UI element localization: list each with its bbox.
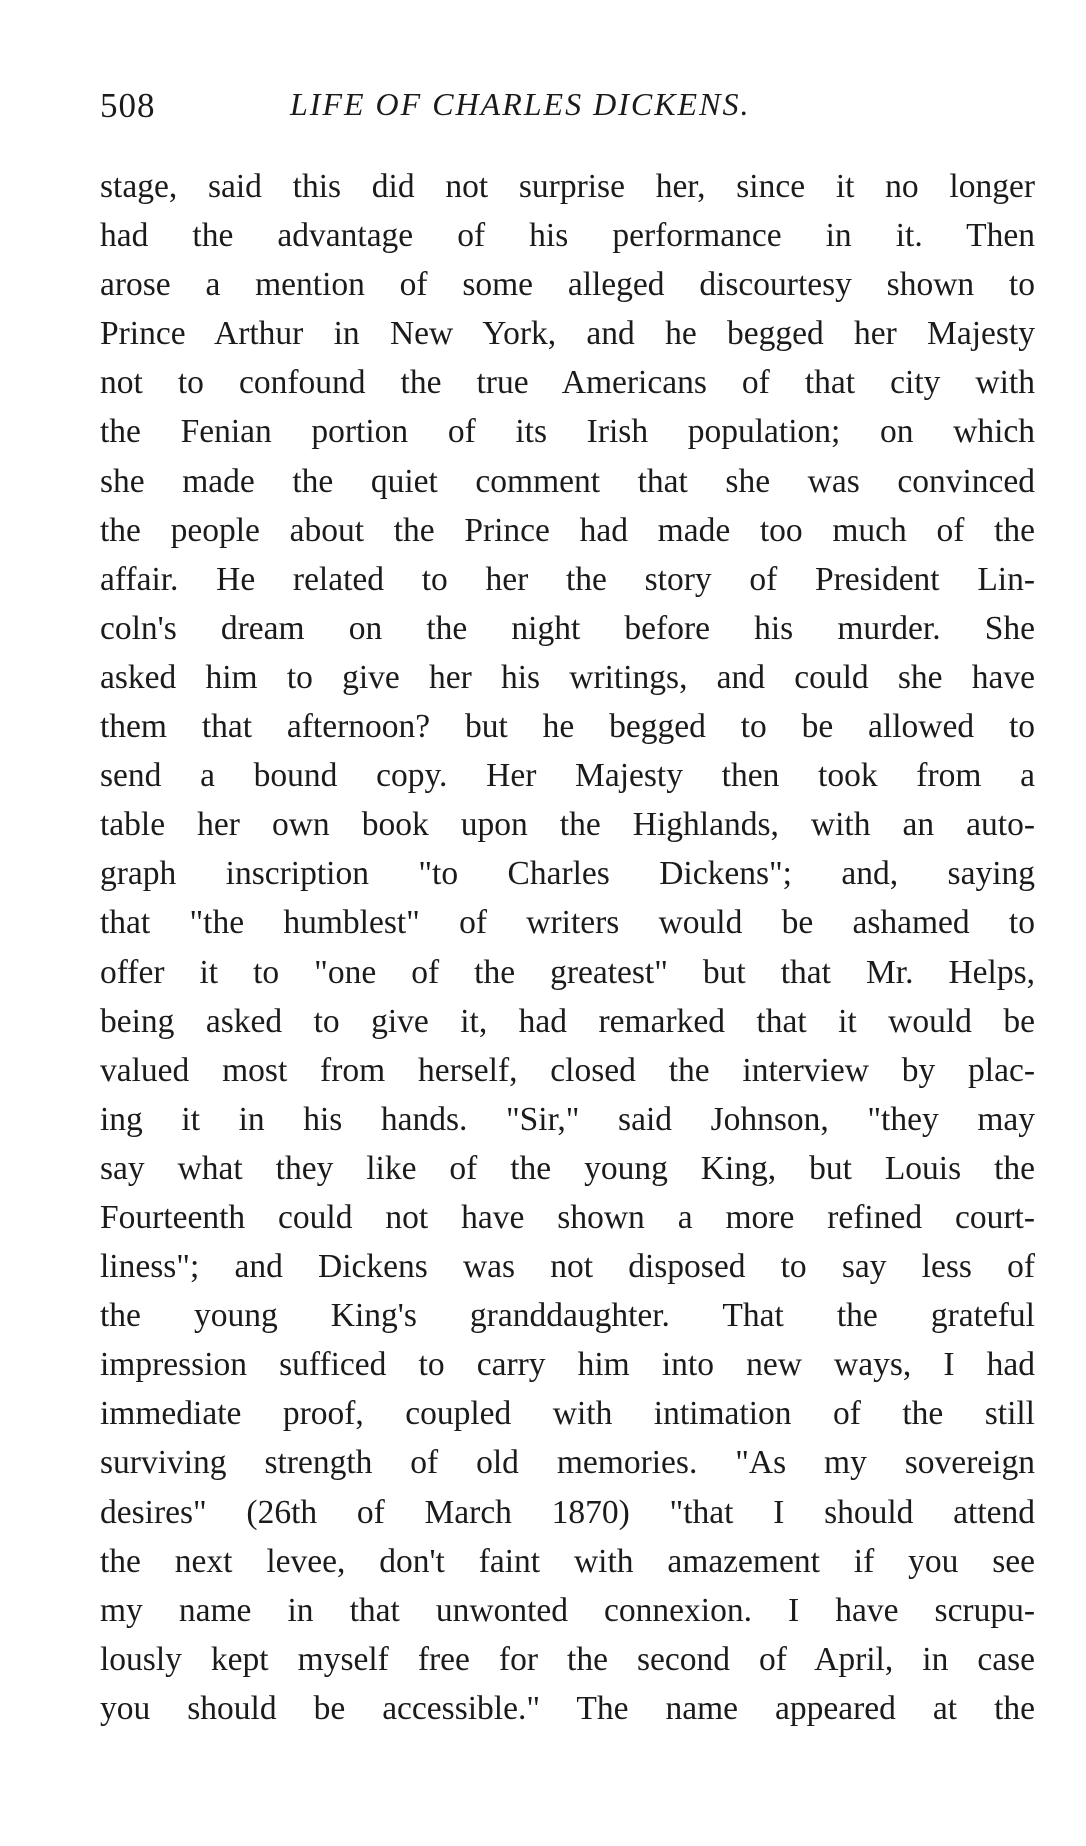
text-line: valued most from herself, closed the interview by plac- (100, 1051, 1035, 1089)
text-line: send a bound copy. Her Majesty then took from a (100, 757, 1035, 795)
text-line: affair. He related to her the story of President Lin- (100, 560, 1035, 598)
text-line: the people about the Prince had made too much of the (100, 511, 1035, 549)
text-line: impression sufficed to carry him into new ways, I had (100, 1346, 1035, 1384)
text-line: Prince Arthur in New York, and he begged her Majesty (100, 315, 1035, 353)
text-line: arose a mention of some alleged discourtesy shown to (100, 266, 1035, 304)
text-line: graph inscription "to Charles Dickens"; and, saying (100, 855, 1035, 893)
text-line: liness"; and Dickens was not disposed to say less of (100, 1248, 1035, 1286)
text-line: being asked to give it, had remarked that it would be (100, 1002, 1035, 1040)
text-line: table her own book upon the Highlands, with an auto- (100, 806, 1035, 844)
text-line: desires" (26th of March 1870) "that I should attend (100, 1493, 1035, 1531)
text-line: the young King's granddaughter. That the grateful (100, 1297, 1035, 1335)
text-line: coln's dream on the night before his murder. She (100, 609, 1035, 647)
text-line: stage, said this did not surprise her, since it no longer (100, 168, 1035, 205)
text-line: had the advantage of his performance in it. Then (100, 217, 1035, 255)
text-line: asked him to give her his writings, and could she have (100, 658, 1035, 696)
text-line: my name in that unwonted connexion. I have scrupu- (100, 1591, 1035, 1629)
text-line: not to confound the true Americans of that city with (100, 364, 1035, 402)
page-number: 508 (100, 86, 156, 125)
text-line: offer it to "one of the greatest" but that Mr. Helps, (100, 953, 1035, 991)
text-line: immediate proof, coupled with intimation of the still (100, 1395, 1035, 1433)
text-line: them that afternoon? but he begged to be allowed to (100, 708, 1035, 746)
text-line: that "the humblest" of writers would be ashamed to (100, 904, 1035, 942)
body-text (100, 162, 1035, 1733)
text-line: say what they like of the young King, but Louis the (100, 1149, 1035, 1187)
running-head (100, 86, 1035, 136)
text-line: Fourteenth could not have shown a more refined court- (100, 1198, 1035, 1236)
text-line: the next levee, don't faint with amazement if you see (100, 1542, 1035, 1580)
text-line: ing it in his hands. "Sir," said Johnson, "they may (100, 1100, 1035, 1138)
text-line: surviving strength of old memories. "As my sovereign (100, 1444, 1035, 1482)
text-line: lously kept myself free for the second of April, in case (100, 1640, 1035, 1678)
text-line: she made the quiet comment that she was convinced (100, 462, 1035, 500)
text-line: you should be accessible." The name appeared at the (100, 1689, 1035, 1727)
text-line: the Fenian portion of its Irish population; on which (100, 413, 1035, 451)
running-title: LIFE OF CHARLES DICKENS. (290, 86, 751, 122)
